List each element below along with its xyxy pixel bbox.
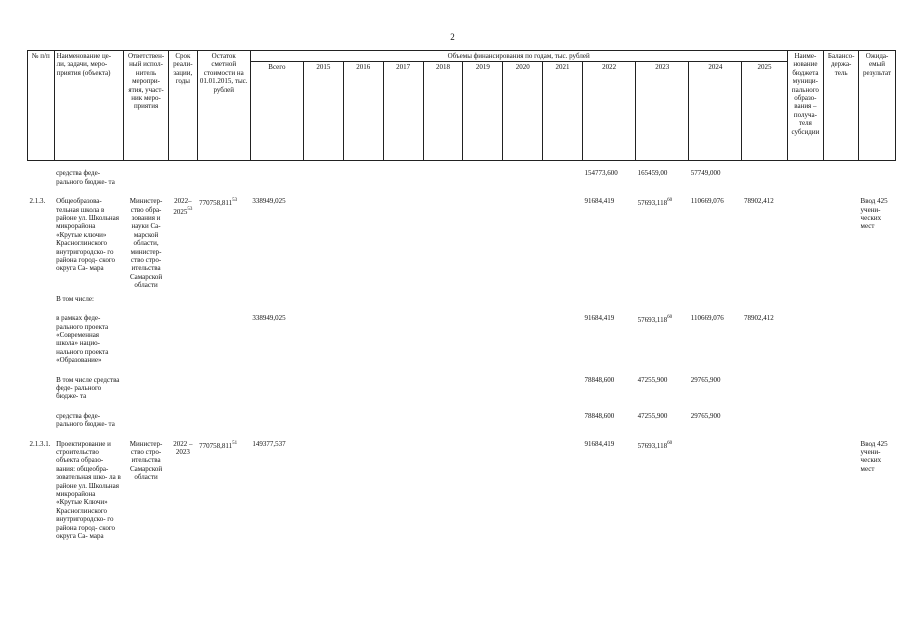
cell-name-text: Общеобразова- тельная школа в районе ул. Школьная микрорайона «Крутые ключи» Красноглинского внутригородско- го района город- ского округа Са- мара [56, 197, 119, 273]
cell-result [859, 187, 896, 290]
cell-year-empty [503, 402, 543, 430]
cell-rest [197, 430, 250, 542]
cell-2022 [582, 304, 635, 365]
cell-year-empty [343, 430, 383, 542]
cell-year-empty [343, 187, 383, 290]
cell-2025 [742, 291, 787, 304]
cell-2024 [689, 291, 742, 304]
cell-year-empty [423, 291, 463, 304]
header-no: № п/п [28, 51, 55, 161]
cell-year-empty [383, 402, 423, 430]
cell-result [859, 161, 896, 187]
cell-year-empty [543, 304, 583, 365]
cell-rest [197, 366, 250, 402]
cell-budget [787, 430, 824, 542]
table-row [28, 430, 896, 542]
cell-holder [824, 291, 859, 304]
cell-year-empty [303, 161, 343, 187]
cell-2023-text: 165459,00 [637, 169, 668, 178]
cell-rest [197, 291, 250, 304]
cell-2024 [689, 430, 742, 542]
cell-name [54, 366, 124, 402]
cell-no [28, 187, 55, 290]
header-rest: Остаток сметной стоимости на 01.01.2015, тыс. рублей [197, 51, 250, 161]
table-row [28, 402, 896, 430]
cell-year-empty [463, 430, 503, 542]
cell-year-empty [343, 304, 383, 365]
cell-term [169, 366, 198, 402]
header-year: 2024 [689, 62, 742, 161]
cell-2024-text: 110669,076 [690, 197, 724, 206]
cell-2024 [689, 366, 742, 402]
table-row [28, 291, 896, 304]
cell-year-empty [303, 291, 343, 304]
cell-result-text: Ввод 425 учени- ческих мест [860, 439, 888, 473]
cell-responsible [124, 291, 169, 304]
header-holder: Балансо- держа- тель [824, 51, 859, 161]
cell-2023-text: 57693,118 [637, 199, 668, 208]
cell-year-empty [423, 402, 463, 430]
cell-result [859, 366, 896, 402]
cell-total [250, 304, 303, 365]
cell-total-text: 338949,025 [252, 197, 286, 206]
cell-responsible [124, 161, 169, 187]
cell-year-empty [463, 304, 503, 365]
footnote-mark: 60 [667, 315, 673, 321]
cell-2024-text: 57749,000 [690, 169, 721, 178]
cell-budget [787, 304, 824, 365]
cell-year-empty [423, 304, 463, 365]
cell-2025 [742, 161, 787, 187]
cell-no [28, 291, 55, 304]
cell-year-empty [503, 161, 543, 187]
table-row [28, 187, 896, 290]
header-year: 2019 [463, 62, 503, 161]
cell-no [28, 430, 55, 542]
cell-rest-text: 770758,811 [199, 199, 233, 208]
cell-year-empty [463, 402, 503, 430]
cell-responsible [124, 402, 169, 430]
cell-no-text: 2.1.3. [29, 197, 46, 206]
cell-2023 [636, 187, 689, 290]
cell-2023-text: 47255,900 [637, 411, 668, 420]
header-budget: Наиме- нование бюджета муници- пального образо- вания – получа- теля субсидии [787, 51, 824, 161]
cell-2025 [742, 402, 787, 430]
cell-year-empty [343, 366, 383, 402]
cell-result-text: Ввод 425 учени- ческих мест [860, 197, 888, 231]
header-year: 2016 [343, 62, 383, 161]
header-year: 2022 [582, 62, 635, 161]
cell-no [28, 161, 55, 187]
cell-total [250, 187, 303, 290]
header-term: Срок реали- зации, годы [169, 51, 198, 161]
cell-year-empty [463, 187, 503, 290]
cell-year-empty [343, 161, 383, 187]
cell-budget [787, 402, 824, 430]
cell-name-text: средства феде- рального бюдже- та [56, 411, 115, 429]
cell-total [250, 430, 303, 542]
cell-2025 [742, 187, 787, 290]
cell-total [250, 366, 303, 402]
cell-total [250, 402, 303, 430]
cell-2024-text: 29765,900 [690, 375, 721, 384]
cell-responsible-text: Министер- ство обра- зования и науки Са- марской области, министер- ство стро- ительства Самарской области [129, 197, 163, 290]
footnote-mark: 60 [667, 198, 673, 204]
header-total: Всего [250, 62, 303, 161]
cell-year-empty [343, 291, 383, 304]
cell-2022 [582, 161, 635, 187]
cell-year-empty [303, 430, 343, 542]
cell-2022 [582, 402, 635, 430]
cell-no [28, 366, 55, 402]
cell-year-empty [543, 402, 583, 430]
table-header [28, 51, 896, 161]
cell-2023-text: 47255,900 [637, 375, 668, 384]
cell-year-empty [303, 402, 343, 430]
cell-year-empty [503, 291, 543, 304]
header-year: 2015 [303, 62, 343, 161]
cell-name [54, 402, 124, 430]
cell-year-empty [463, 366, 503, 402]
cell-year-empty [383, 366, 423, 402]
cell-no [28, 402, 55, 430]
header-year: 2018 [423, 62, 463, 161]
table-row [28, 161, 896, 187]
table-row [28, 304, 896, 365]
cell-2025 [742, 304, 787, 365]
cell-2022-text: 91684,419 [584, 439, 615, 448]
cell-year-empty [423, 161, 463, 187]
cell-year-empty [423, 430, 463, 542]
cell-rest [197, 304, 250, 365]
cell-2022-text: 78848,600 [584, 411, 615, 420]
header-name: Наименование це- ли, задачи, меро- приятия (объекта) [54, 51, 124, 161]
cell-holder [824, 304, 859, 365]
cell-total-text: 338949,025 [252, 314, 286, 323]
cell-year-empty [543, 430, 583, 542]
cell-year-empty [423, 366, 463, 402]
cell-2024 [689, 161, 742, 187]
cell-total [250, 161, 303, 187]
cell-budget [787, 366, 824, 402]
cell-name-text: Проектирование и строительство объекта образо- вания: общеобра- зовательная шко- ла в районе ул. Школьная микрорайона «Крутые Ключи» Красноглинского внутригородско- го района город- ского округа Са- мара [56, 439, 121, 541]
cell-year-empty [543, 187, 583, 290]
cell-result [859, 291, 896, 304]
cell-budget [787, 291, 824, 304]
footnote-mark: 51 [232, 440, 238, 446]
cell-responsible-text: Министер- ство стро- ительства Самарской области [129, 439, 163, 482]
header-year: 2021 [543, 62, 583, 161]
cell-2025 [742, 366, 787, 402]
header-year: 2023 [636, 62, 689, 161]
cell-name [54, 161, 124, 187]
cell-2023-text: 57693,118 [637, 441, 668, 450]
cell-year-empty [423, 187, 463, 290]
cell-2022-text: 91684,419 [584, 314, 615, 323]
cell-responsible [124, 430, 169, 542]
cell-year-empty [383, 291, 423, 304]
cell-rest [197, 402, 250, 430]
cell-year-empty [383, 161, 423, 187]
cell-2023 [636, 366, 689, 402]
cell-2023 [636, 402, 689, 430]
cell-name-text: В том числе средства феде- рального бюдже- та [56, 375, 120, 401]
cell-year-empty [303, 187, 343, 290]
cell-2024-text: 29765,900 [690, 411, 721, 420]
cell-year-empty [343, 402, 383, 430]
cell-name [54, 187, 124, 290]
cell-name [54, 430, 124, 542]
cell-2023 [636, 304, 689, 365]
cell-year-empty [463, 161, 503, 187]
footnote-mark: 60 [667, 440, 673, 446]
header-result: Ожида- емый результат [859, 51, 896, 161]
cell-2024 [689, 304, 742, 365]
cell-rest [197, 187, 250, 290]
cell-2022-text: 154773,600 [584, 169, 618, 178]
cell-2022-text: 91684,419 [584, 197, 615, 206]
cell-name-text: В том числе: [56, 294, 94, 303]
cell-term-text: 2022– 2025 [173, 197, 192, 216]
cell-result [859, 402, 896, 430]
cell-responsible [124, 304, 169, 365]
cell-2023-text: 57693,118 [637, 316, 668, 325]
cell-no [28, 304, 55, 365]
cell-term [169, 187, 198, 290]
cell-rest-text: 770758,811 [199, 441, 233, 450]
cell-name [54, 304, 124, 365]
footnote-mark: 53 [232, 198, 238, 204]
cell-2023 [636, 291, 689, 304]
cell-2023 [636, 161, 689, 187]
cell-responsible [124, 366, 169, 402]
cell-2025 [742, 430, 787, 542]
cell-name [54, 291, 124, 304]
cell-year-empty [383, 304, 423, 365]
cell-no-text: 2.1.3.1. [29, 439, 51, 448]
cell-total [250, 291, 303, 304]
cell-term-text: 2022 – 2023 [173, 439, 193, 456]
cell-term [169, 291, 198, 304]
cell-name-text: средства феде- рального бюдже- та [56, 169, 115, 186]
cell-2025-text: 78902,412 [743, 314, 774, 323]
cell-year-empty [543, 291, 583, 304]
cell-holder [824, 161, 859, 187]
cell-2022 [582, 366, 635, 402]
header-year: 2020 [503, 62, 543, 161]
cell-2025-text: 78902,412 [743, 197, 774, 206]
cell-2023 [636, 430, 689, 542]
cell-year-empty [383, 430, 423, 542]
cell-2024 [689, 187, 742, 290]
cell-year-empty [303, 304, 343, 365]
cell-year-empty [543, 161, 583, 187]
header-responsible: Ответствен- ный испол- нитель меропри- ятия, участ- ник меро- приятия [124, 51, 169, 161]
cell-2022-text: 78848,600 [584, 375, 615, 384]
cell-budget [787, 161, 824, 187]
cell-term [169, 161, 198, 187]
cell-budget [787, 187, 824, 290]
cell-result [859, 430, 896, 542]
cell-rest [197, 161, 250, 187]
cell-holder [824, 187, 859, 290]
table-body [28, 161, 896, 542]
header-year: 2017 [383, 62, 423, 161]
cell-2024 [689, 402, 742, 430]
financing-table [27, 50, 896, 541]
cell-2022 [582, 430, 635, 542]
cell-holder [824, 430, 859, 542]
cell-holder [824, 402, 859, 430]
cell-2022 [582, 187, 635, 290]
cell-term [169, 402, 198, 430]
cell-year-empty [543, 366, 583, 402]
cell-responsible [124, 187, 169, 290]
cell-total-text: 149377,537 [252, 439, 286, 448]
cell-year-empty [463, 291, 503, 304]
page-number: 2 [450, 32, 455, 42]
cell-2024-text: 110669,076 [690, 314, 724, 323]
cell-term [169, 304, 198, 365]
cell-holder [824, 366, 859, 402]
cell-year-empty [503, 366, 543, 402]
cell-year-empty [503, 430, 543, 542]
table-row [28, 366, 896, 402]
cell-2022 [582, 291, 635, 304]
header-funding: Объемы финансирования по годам, тыс. рублей [250, 51, 787, 62]
cell-year-empty [503, 304, 543, 365]
cell-year-empty [383, 187, 423, 290]
cell-result [859, 304, 896, 365]
cell-name-text: в рамках феде- рального проекта «Современная школа» нацио- нального проекта «Образование» [56, 314, 109, 365]
footnote-mark: 53 [187, 206, 193, 212]
cell-year-empty [503, 187, 543, 290]
cell-year-empty [303, 366, 343, 402]
header-year: 2025 [742, 62, 787, 161]
cell-term [169, 430, 198, 542]
